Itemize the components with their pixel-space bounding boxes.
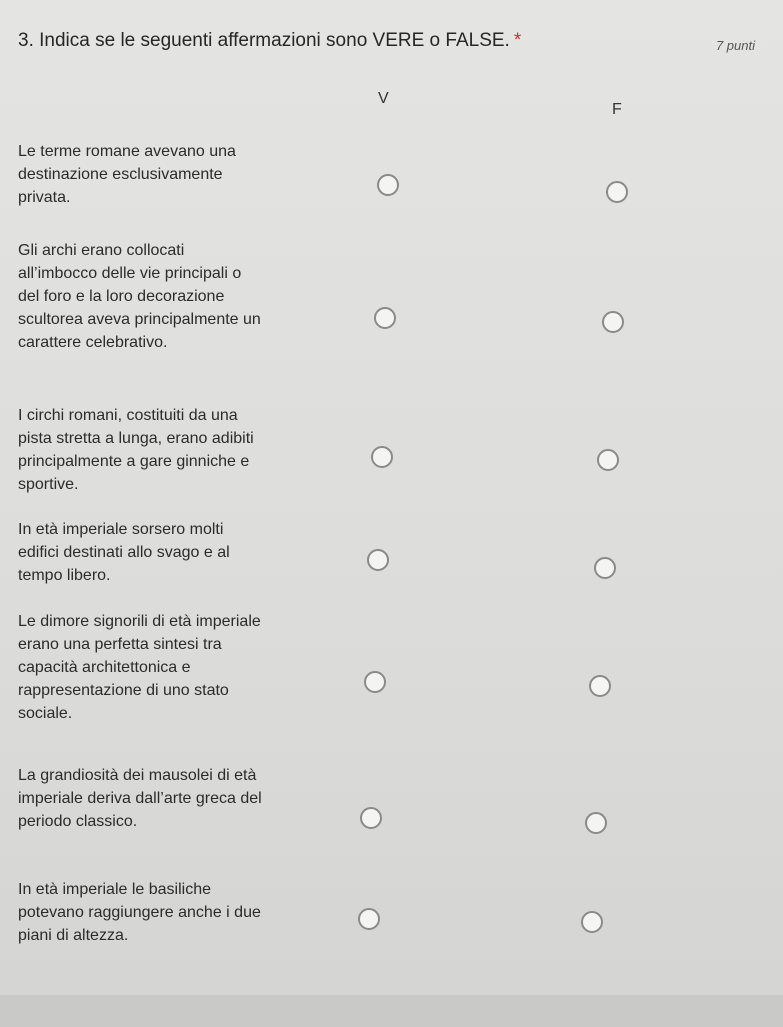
radio-true-7[interactable]: [358, 908, 380, 930]
radio-true-2[interactable]: [374, 307, 396, 329]
statement-5: Le dimore signorili di età imperiale erano una perfetta sintesi tra capacità architettonica e rappresentazione di uno stato sociale.: [18, 613, 261, 722]
question-title: [18, 30, 521, 52]
column-header-false: F: [612, 101, 622, 118]
radio-false-6[interactable]: [585, 812, 607, 834]
points-label: 7 punti: [715, 38, 755, 53]
radio-false-3[interactable]: [597, 449, 619, 471]
radio-true-1[interactable]: [377, 174, 399, 196]
radio-false-5[interactable]: [589, 675, 611, 697]
statement-6: La grandiosità dei mausolei di età imperiale deriva dall’arte greca del periodo classico.: [18, 767, 262, 830]
radio-false-4[interactable]: [594, 557, 616, 579]
statement-4: In età imperiale sorsero molti edifici destinati allo svago e al tempo libero.: [18, 521, 230, 584]
statement-1: Le terme romane avevano una destinazione esclusivamente privata.: [18, 143, 236, 206]
radio-true-3[interactable]: [371, 446, 393, 468]
required-mark: *: [513, 30, 522, 51]
radio-false-2[interactable]: [602, 311, 624, 333]
radio-false-7[interactable]: [581, 911, 603, 933]
question-title-text: 3. Indica se le seguenti affermazioni sono VERE o FALSE.: [18, 30, 510, 51]
statement-7: In età imperiale le basiliche potevano raggiungere anche i due piani di altezza.: [18, 881, 261, 944]
statement-3: I circhi romani, costituiti da una pista stretta a lunga, erano adibiti principalmente a gare ginniche e sportive.: [18, 407, 254, 493]
column-header-true: V: [378, 90, 389, 107]
radio-true-4[interactable]: [367, 549, 389, 571]
footer-band: [0, 995, 783, 1027]
radio-true-6[interactable]: [360, 807, 382, 829]
radio-true-5[interactable]: [364, 671, 386, 693]
statement-2: Gli archi erano collocati all’imbocco delle vie principali o del foro e la loro decorazione scultorea aveva principalmente un carattere celebrativo.: [18, 242, 261, 351]
radio-false-1[interactable]: [606, 181, 628, 203]
